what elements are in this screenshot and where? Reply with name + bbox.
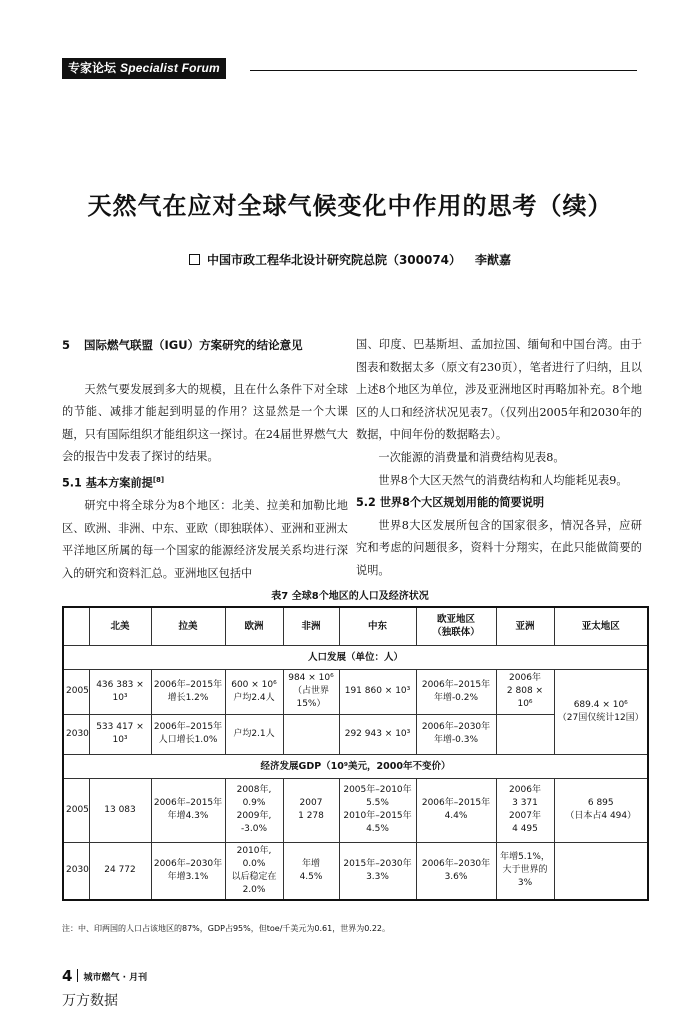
table-cell: 2007 1 278	[283, 778, 339, 842]
section-5-title: 国际燃气联盟（IGU）方案研究的结论意见	[84, 338, 303, 352]
table-cell: 6 895 （日本占4 494）	[554, 778, 648, 842]
table-row	[63, 669, 648, 714]
header-cell	[63, 607, 89, 645]
table-cell	[554, 842, 648, 900]
table-cell: 年增5.1%， 大于世界的 3%	[496, 842, 554, 900]
year-cell: 2030	[63, 714, 89, 754]
table-cell: 2006年–2015年 4.4%	[416, 778, 496, 842]
header-rule	[250, 70, 637, 71]
table-cell: 689.4 × 10⁶ （27国仅统计12国）	[554, 669, 648, 754]
section-header	[62, 58, 637, 80]
affiliation: 中国市政工程华北设计研究院总院（300074）	[206, 253, 462, 267]
header-cell: 拉美	[151, 607, 225, 645]
table-header-row	[63, 607, 648, 645]
paragraph-4: 世界8个大区天然气的消费结构和人均能耗见表9。	[378, 473, 628, 487]
table-caption: 表7 全球8个地区的人口及经济状况	[271, 591, 429, 602]
article-title: 天然气在应对全球气候变化中作用的思考（续）	[87, 192, 613, 220]
section-tag-en: Specialist Forum	[120, 61, 220, 75]
table-cell: 2006年–2030年 年增3.1%	[151, 842, 225, 900]
page-footer	[62, 966, 147, 985]
paragraph-2: 研究中将全球分为8个地区：北美、拉美和加勒比地区、欧洲、非洲、中东、亚欧（即独联体）、亚洲和亚洲太平洋地区所属的每一个国家的能源经济发展关系均进行深入的研究和资料汇总。亚洲地区包括中	[62, 499, 348, 581]
table-cell: 292 943 × 10³	[339, 714, 416, 754]
paragraph-1: 天然气要发展到多大的规模，且在什么条件下对全球的节能、减排才能起到明显的作用？这显然是一个大课题，只有国际组织才能组织这一探讨。在24届世界燃气大会的报告中发表了探讨的结果。	[62, 382, 348, 464]
paragraph-2-continued: 国、印度、巴基斯坦、孟加拉国、缅甸和中国台湾。由于图表和数据太多（原文有230页），笔者进行了归纳，且以上述8个地区为单位，涉及亚洲地区时再略加补充。8个地区的人口和经济状况见表7。（仅列出2005年和2030年的数据，中间年份的数据略去）。	[356, 338, 642, 442]
table-cell	[283, 714, 339, 754]
year-cell: 2030	[63, 842, 89, 900]
section-5-number: 5	[62, 338, 71, 352]
table-cell: 2006年–2015年 人口增长1.0%	[151, 714, 225, 754]
checkbox-square-icon	[189, 254, 200, 265]
left-column	[62, 334, 348, 586]
table-cell: 2006年–2015年 年增4.3%	[151, 778, 225, 842]
header-cell: 中东	[339, 607, 416, 645]
watermark: 万方数据	[62, 993, 118, 1009]
footer-divider	[77, 969, 78, 982]
table-cell: 2010年, 0.0% 以后稳定在 2.0%	[225, 842, 283, 900]
header-cell: 欧亚地区 （独联体）	[416, 607, 496, 645]
table-cell: 533 417 × 10³	[89, 714, 151, 754]
table-row	[63, 842, 648, 900]
table-cell: 2008年, 0.9% 2009年, -3.0%	[225, 778, 283, 842]
table-cell: 2006年–2015年 增长1.2%	[151, 669, 225, 714]
table-section-row	[63, 754, 648, 778]
table-cell: 2006年 2 808 × 10⁶	[496, 669, 554, 714]
table-cell: 24 772	[89, 842, 151, 900]
population-section-label: 人口发展（单位：人）	[63, 645, 648, 669]
table-note: 注：中、印两国的人口占该地区的87%，GDP占95%，但toe/千美元为0.61，世界为0.22。	[62, 924, 391, 933]
table-cell: 年增 4.5%	[283, 842, 339, 900]
table-cell: 191 860 × 10³	[339, 669, 416, 714]
gdp-section-label: 经济发展GDP（10⁹美元，2000年不变价）	[63, 754, 648, 778]
table-cell: 2006年–2015年 年增-0.2%	[416, 669, 496, 714]
table-section-row	[63, 645, 648, 669]
right-column	[356, 334, 642, 583]
section-5-2-heading: 5.2 世界8个大区规划用能的简要说明	[356, 496, 545, 510]
reference-8: [8]	[152, 475, 165, 484]
table-cell: 户均2.1人	[225, 714, 283, 754]
table-cell: 2015年–2030年 3.3%	[339, 842, 416, 900]
table-cell: 2005年–2010年 5.5% 2010年–2015年 4.5%	[339, 778, 416, 842]
table-cell: 2006年–2030年 年增-0.3%	[416, 714, 496, 754]
table-cell: 984 × 10⁶ （占世界 15%）	[283, 669, 339, 714]
table-cell	[496, 714, 554, 754]
paragraph-5: 世界8大区发展所包含的国家很多，情况各异，应研究和考虑的问题很多，资料十分翔实，在此只能做简要的说明。	[356, 518, 642, 577]
section-5-heading	[62, 334, 348, 357]
year-cell: 2005	[63, 778, 89, 842]
section-tag	[62, 58, 226, 79]
header-cell: 北美	[89, 607, 151, 645]
header-cell: 非洲	[283, 607, 339, 645]
section-5-1-heading	[62, 469, 348, 495]
year-cell: 2005	[63, 669, 89, 714]
header-cell: 欧洲	[225, 607, 283, 645]
table-row	[63, 778, 648, 842]
table-cell: 600 × 10⁶ 户均2.4人	[225, 669, 283, 714]
population-economy-table	[62, 606, 649, 901]
paragraph-3: 一次能源的消费量和消费结构见表8。	[378, 450, 565, 464]
section-tag-cn: 专家论坛	[68, 61, 117, 75]
author-name: 李猷嘉	[475, 253, 512, 267]
page-number: 4	[62, 967, 73, 985]
table-cell: 2006年–2030年 3.6%	[416, 842, 496, 900]
journal-name: 城市燃气 · 月刊	[83, 973, 148, 983]
section-5-1-title: 5.1 基本方案前提	[62, 476, 153, 490]
header-cell: 亚洲	[496, 607, 554, 645]
table-cell: 13 083	[89, 778, 151, 842]
header-cell: 亚太地区	[554, 607, 648, 645]
author-line	[0, 251, 700, 268]
table-cell: 436 383 × 10³	[89, 669, 151, 714]
table-cell: 2006年 3 371 2007年 4 495	[496, 778, 554, 842]
